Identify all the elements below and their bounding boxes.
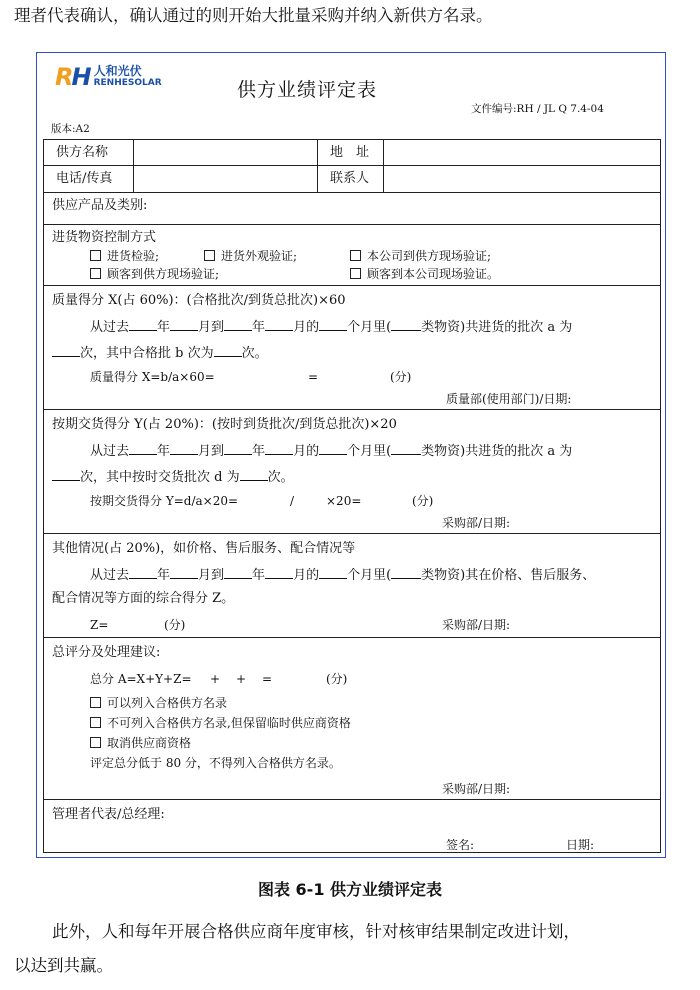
table-row: [44, 410, 660, 534]
manager-sign-label: 签名:: [446, 838, 475, 852]
figure-caption: 图表 6-1 供方业绩评定表: [257, 880, 443, 899]
delivery-formula: 按期交货得分 Y=d/a×20=: [90, 494, 239, 508]
evaluation-table: [43, 139, 661, 853]
supplier-evaluation-form: [36, 52, 666, 858]
total-option-qualified[interactable]: 可以列入合格供方名录: [90, 694, 227, 712]
control-option-customer-company-site[interactable]: 顾客到本公司现场验证。: [350, 265, 499, 283]
supplier-name-field[interactable]: [134, 140, 318, 165]
checkbox-icon[interactable]: [350, 250, 361, 261]
supplier-name-label: 供方名称: [56, 145, 109, 160]
checkbox-icon[interactable]: [350, 268, 361, 279]
other-signoff: 采购部/日期:: [442, 618, 511, 632]
quality-formula: 质量得分 X=b/a×60=: [90, 370, 215, 384]
logo-english-name: RENHESOLAR: [93, 78, 162, 88]
products-label: 供应产品及类别:: [52, 198, 148, 213]
control-option-customer-supplier-site[interactable]: 顾客到供方现场验证;: [90, 265, 219, 283]
quality-unit: (分): [390, 370, 412, 384]
table-row: [44, 193, 660, 225]
manager-date-label: 日期:: [566, 838, 595, 852]
other-unit: (分): [164, 618, 186, 632]
quality-heading: 质量得分 X(占 60%)：(合格批次/到货总批次)×60: [52, 293, 346, 308]
quality-line-2: 次，其中合格批 b 次为 次。: [52, 344, 268, 363]
checkbox-icon[interactable]: [204, 250, 215, 261]
quality-equals: =: [308, 370, 319, 384]
checkbox-icon[interactable]: [90, 250, 101, 261]
total-equals: =: [262, 672, 273, 686]
delivery-unit: (分): [412, 494, 434, 508]
intro-paragraph: 理者代表确认，确认通过的则开始大批量采购并纳入新供方名录。: [14, 6, 493, 25]
total-unit: (分): [326, 672, 348, 686]
control-option-appearance[interactable]: 进货外观验证;: [204, 247, 297, 265]
table-row: [44, 800, 660, 854]
delivery-times-20: ×20=: [326, 494, 362, 508]
company-logo: [55, 63, 162, 91]
table-row: [44, 225, 660, 286]
phone-label: 电话/传真: [56, 171, 113, 186]
outro-paragraph-line-1: 此外，人和每年开展合格供应商年度审核，针对核审结果制定改进计划，: [52, 922, 580, 941]
outro-paragraph-line-2: 以达到共赢。: [14, 956, 113, 975]
control-heading: 进货物资控制方式: [52, 230, 157, 245]
delivery-line-2: 次，其中按时交货批次 d 为 次。: [52, 468, 294, 487]
other-heading: 其他情况(占 20%)，如价格、售后服务、配合情况等: [52, 541, 356, 556]
total-plus-1: +: [210, 672, 221, 686]
total-heading: 总评分及处理建议:: [52, 645, 161, 660]
control-option-incoming-inspection[interactable]: 进货检验;: [90, 247, 159, 265]
table-row: [44, 638, 660, 800]
address-field[interactable]: [384, 140, 660, 165]
control-option-supplier-site[interactable]: 本公司到供方现场验证;: [350, 247, 491, 265]
delivery-heading: 按期交货得分 Y(占 20%)：(按时到货批次/到货总批次)×20: [52, 417, 397, 432]
other-line-2: 配合情况等方面的综合得分 Z。: [52, 591, 235, 606]
checkbox-icon[interactable]: [90, 268, 101, 279]
quality-line-1: 从过去 年 月到 年 月的 个月里( 类物资)共进货的批次 a 为: [90, 320, 573, 335]
form-title: 供方业绩评定表: [237, 79, 378, 101]
manager-label: 管理者代表/总经理:: [52, 807, 165, 822]
other-line-1: 从过去 年 月到 年 月的 个月里( 类物资)其在价格、售后服务、: [90, 568, 596, 583]
contact-field[interactable]: [384, 166, 660, 192]
version-label: 版本:A2: [51, 123, 90, 135]
address-label: 地 址: [330, 145, 370, 160]
total-signoff: 采购部/日期:: [442, 782, 511, 796]
total-note: 评定总分低于 80 分，不得列入合格供方名录。: [90, 756, 341, 770]
logo-mark: RH: [55, 63, 90, 91]
table-row: [44, 166, 660, 193]
total-formula: 总分 A=X+Y+Z=: [90, 672, 192, 686]
checkbox-icon[interactable]: [90, 717, 101, 728]
table-row: [44, 286, 660, 410]
quality-signoff: 质量部(使用部门)/日期:: [446, 392, 572, 406]
checkbox-icon[interactable]: [90, 737, 101, 748]
table-row: [44, 140, 660, 166]
document-number: 文件编号:RH / JL Q 7.4-04: [471, 103, 604, 115]
phone-field[interactable]: [134, 166, 318, 192]
delivery-line-1: 从过去 年 月到 年 月的 个月里( 类物资)共进货的批次 a 为: [90, 444, 573, 459]
table-row: [44, 534, 660, 638]
logo-chinese-name: 人和光伏: [93, 64, 142, 78]
other-z-label: Z=: [90, 618, 109, 632]
delivery-slash: /: [290, 494, 295, 508]
checkbox-icon[interactable]: [90, 697, 101, 708]
total-option-temporary[interactable]: 不可列入合格供方名录,但保留临时供应商资格: [90, 714, 351, 732]
total-option-cancel[interactable]: 取消供应商资格: [90, 734, 191, 752]
total-plus-2: +: [236, 672, 247, 686]
delivery-signoff: 采购部/日期:: [442, 516, 511, 530]
contact-label: 联系人: [330, 171, 370, 186]
